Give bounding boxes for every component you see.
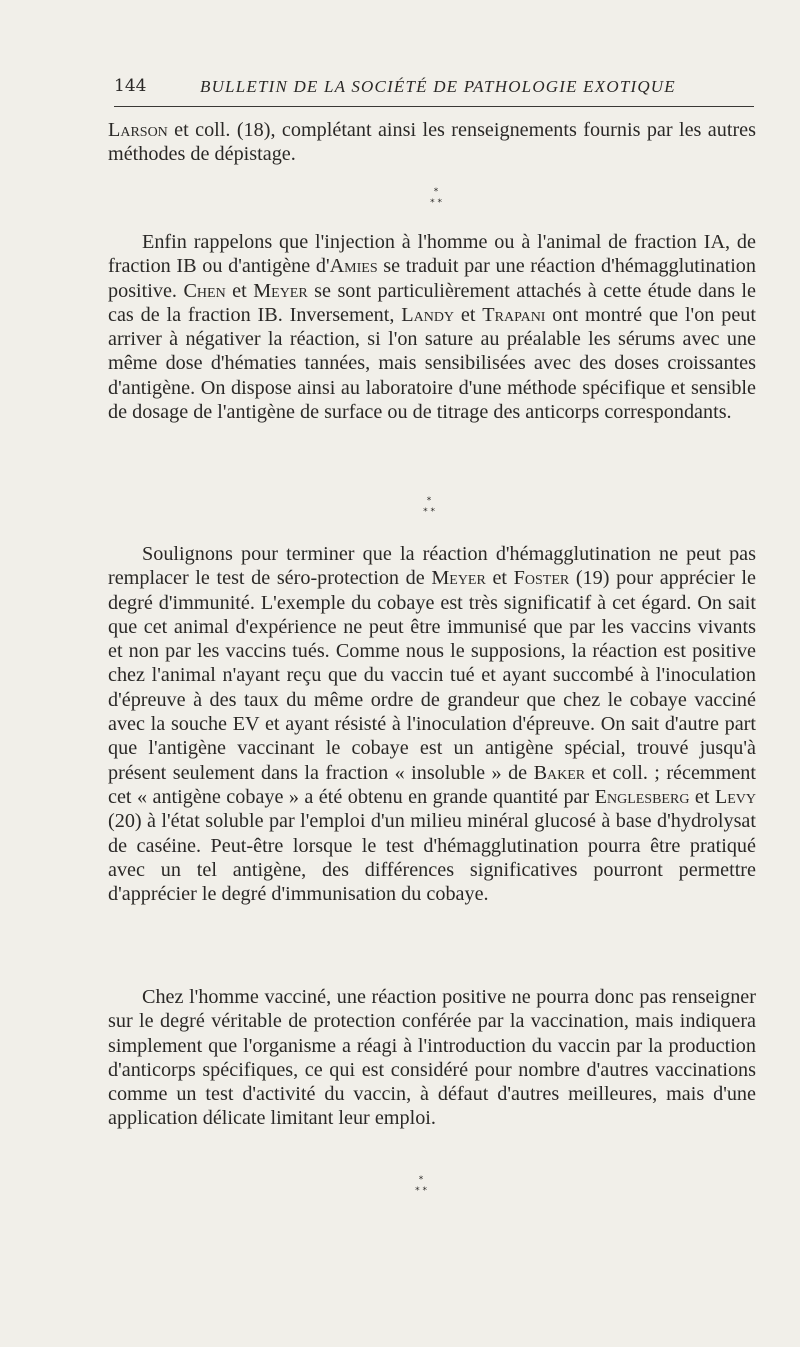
paragraph-human-vaccination bbox=[108, 985, 756, 1131]
text-run: et bbox=[454, 303, 483, 326]
text-run: (20) à l'état soluble par l'emploi d'un milieu minéral glucosé à base d'hydrolysat de caséine. Peut-être lorsque le test d'hémagglutination pourra être pratiqué avec un tel antigène, des différences significatives pourront permettre d'apprécier le degré d'immunisation du cobaye. bbox=[108, 810, 756, 906]
author-name: Landy bbox=[401, 303, 455, 326]
separator-star: * bbox=[433, 187, 439, 197]
paragraph-guinea-pig-example bbox=[108, 542, 756, 906]
running-title: BULLETIN DE LA SOCIÉTÉ DE PATHOLOGIE EXOTIQUE bbox=[200, 77, 676, 96]
author-name: Baker bbox=[533, 761, 586, 784]
text-run: se traduit par une réaction d'hémagglutination positive. bbox=[108, 255, 756, 302]
text-run: Enfin rappelons que l'injection à l'homme ou à l'animal de fraction IA, de fraction IB ou d'antigène d' bbox=[108, 231, 756, 278]
separator-star: * bbox=[437, 198, 442, 208]
text-run: Soulignons pour terminer que la réaction d'hémagglutination ne peut pas remplacer le test de séro-protection de bbox=[108, 543, 756, 590]
text-run: se sont particulièrement attachés à cette étude dans le cas de la fraction IB. Inversement, bbox=[108, 279, 756, 326]
text-run: et bbox=[225, 279, 254, 302]
section-separator bbox=[416, 187, 456, 209]
separator-star-pair bbox=[409, 507, 449, 518]
header-rule bbox=[114, 106, 754, 107]
paragraph-hemagglutination-fractions bbox=[108, 230, 756, 424]
separator-star: * bbox=[430, 198, 435, 208]
text-run: et bbox=[689, 785, 715, 808]
text-run: et coll. (18), complétant ainsi les renseignements fournis par les autres méthodes de dépistage. bbox=[108, 119, 756, 166]
author-name: Meyer bbox=[253, 279, 308, 302]
text-run: et bbox=[485, 567, 514, 590]
paragraph-continuation bbox=[108, 118, 756, 167]
author-name: Trapani bbox=[482, 303, 546, 326]
separator-star: * bbox=[415, 1186, 420, 1196]
author-name: Chen bbox=[183, 279, 226, 302]
separator-star: * bbox=[422, 1186, 427, 1196]
separator-star-pair bbox=[401, 1186, 441, 1197]
section-separator bbox=[401, 1175, 441, 1197]
text-run: ont montré que l'on peut arriver à négativer la réaction, si l'on sature au préalable les sérums avec une même dose d'hématies tannées, mais sensibilisées avec des doses croissantes d'antigène. On dispose ainsi au laboratoire d'une méthode spécifique et sensible de dosage de l'antigène de surface ou de titrage des anticorps correspondants. bbox=[108, 303, 756, 424]
section-separator bbox=[409, 496, 449, 518]
author-name: Larson bbox=[108, 119, 168, 141]
author-name: Foster bbox=[513, 567, 570, 590]
separator-star-pair bbox=[416, 198, 456, 209]
separator-star: * bbox=[423, 507, 428, 517]
author-name: Englesberg bbox=[594, 785, 690, 808]
separator-star: * bbox=[418, 1175, 424, 1185]
text-run: (19) pour apprécier le degré d'immunité. L'exemple du cobaye est très significatif à cet égard. On sait que cet animal d'expérience ne peut être immunisé que par les vaccins vivants et non par les vaccins tués. Comme nous le supposions, la réaction est positive chez l'animal n'ayant reçu que du vaccin tué et ayant succombé à l'inoculation d'épreuve à des taux du même ordre de grandeur que chez le cobaye vacciné avec la souche EV et ayant résisté à l'inoculation d'épreuve. On sait d'autre part que l'antigène vaccinant le cobaye est un antigène spécial, trouvé jusqu'à présent seulement dans la fraction « insoluble » de bbox=[108, 567, 756, 784]
separator-star: * bbox=[430, 507, 435, 517]
page-header bbox=[114, 76, 754, 102]
author-name: Levy bbox=[714, 785, 756, 808]
author-name: Meyer bbox=[431, 567, 486, 590]
text-run: Chez l'homme vacciné, une réaction positive ne pourra donc pas renseigner sur le degré véritable de protection conférée par la vaccination, mais indiquera simplement que l'organisme a réagi à l'introduction du vaccin par la production d'anticorps spécifiques, ce qui est considéré pour nombre d'autres vaccinations comme un test d'activité du vaccin, à défaut d'autres meilleures, mais d'une application délicate limitant leur emploi. bbox=[108, 986, 756, 1130]
separator-star: * bbox=[426, 496, 432, 506]
page-number: 144 bbox=[114, 76, 147, 96]
text-run: et coll. ; récemment cet « antigène cobaye » a été obtenu en grande quantité par bbox=[108, 761, 756, 808]
author-name: Amies bbox=[329, 255, 378, 278]
